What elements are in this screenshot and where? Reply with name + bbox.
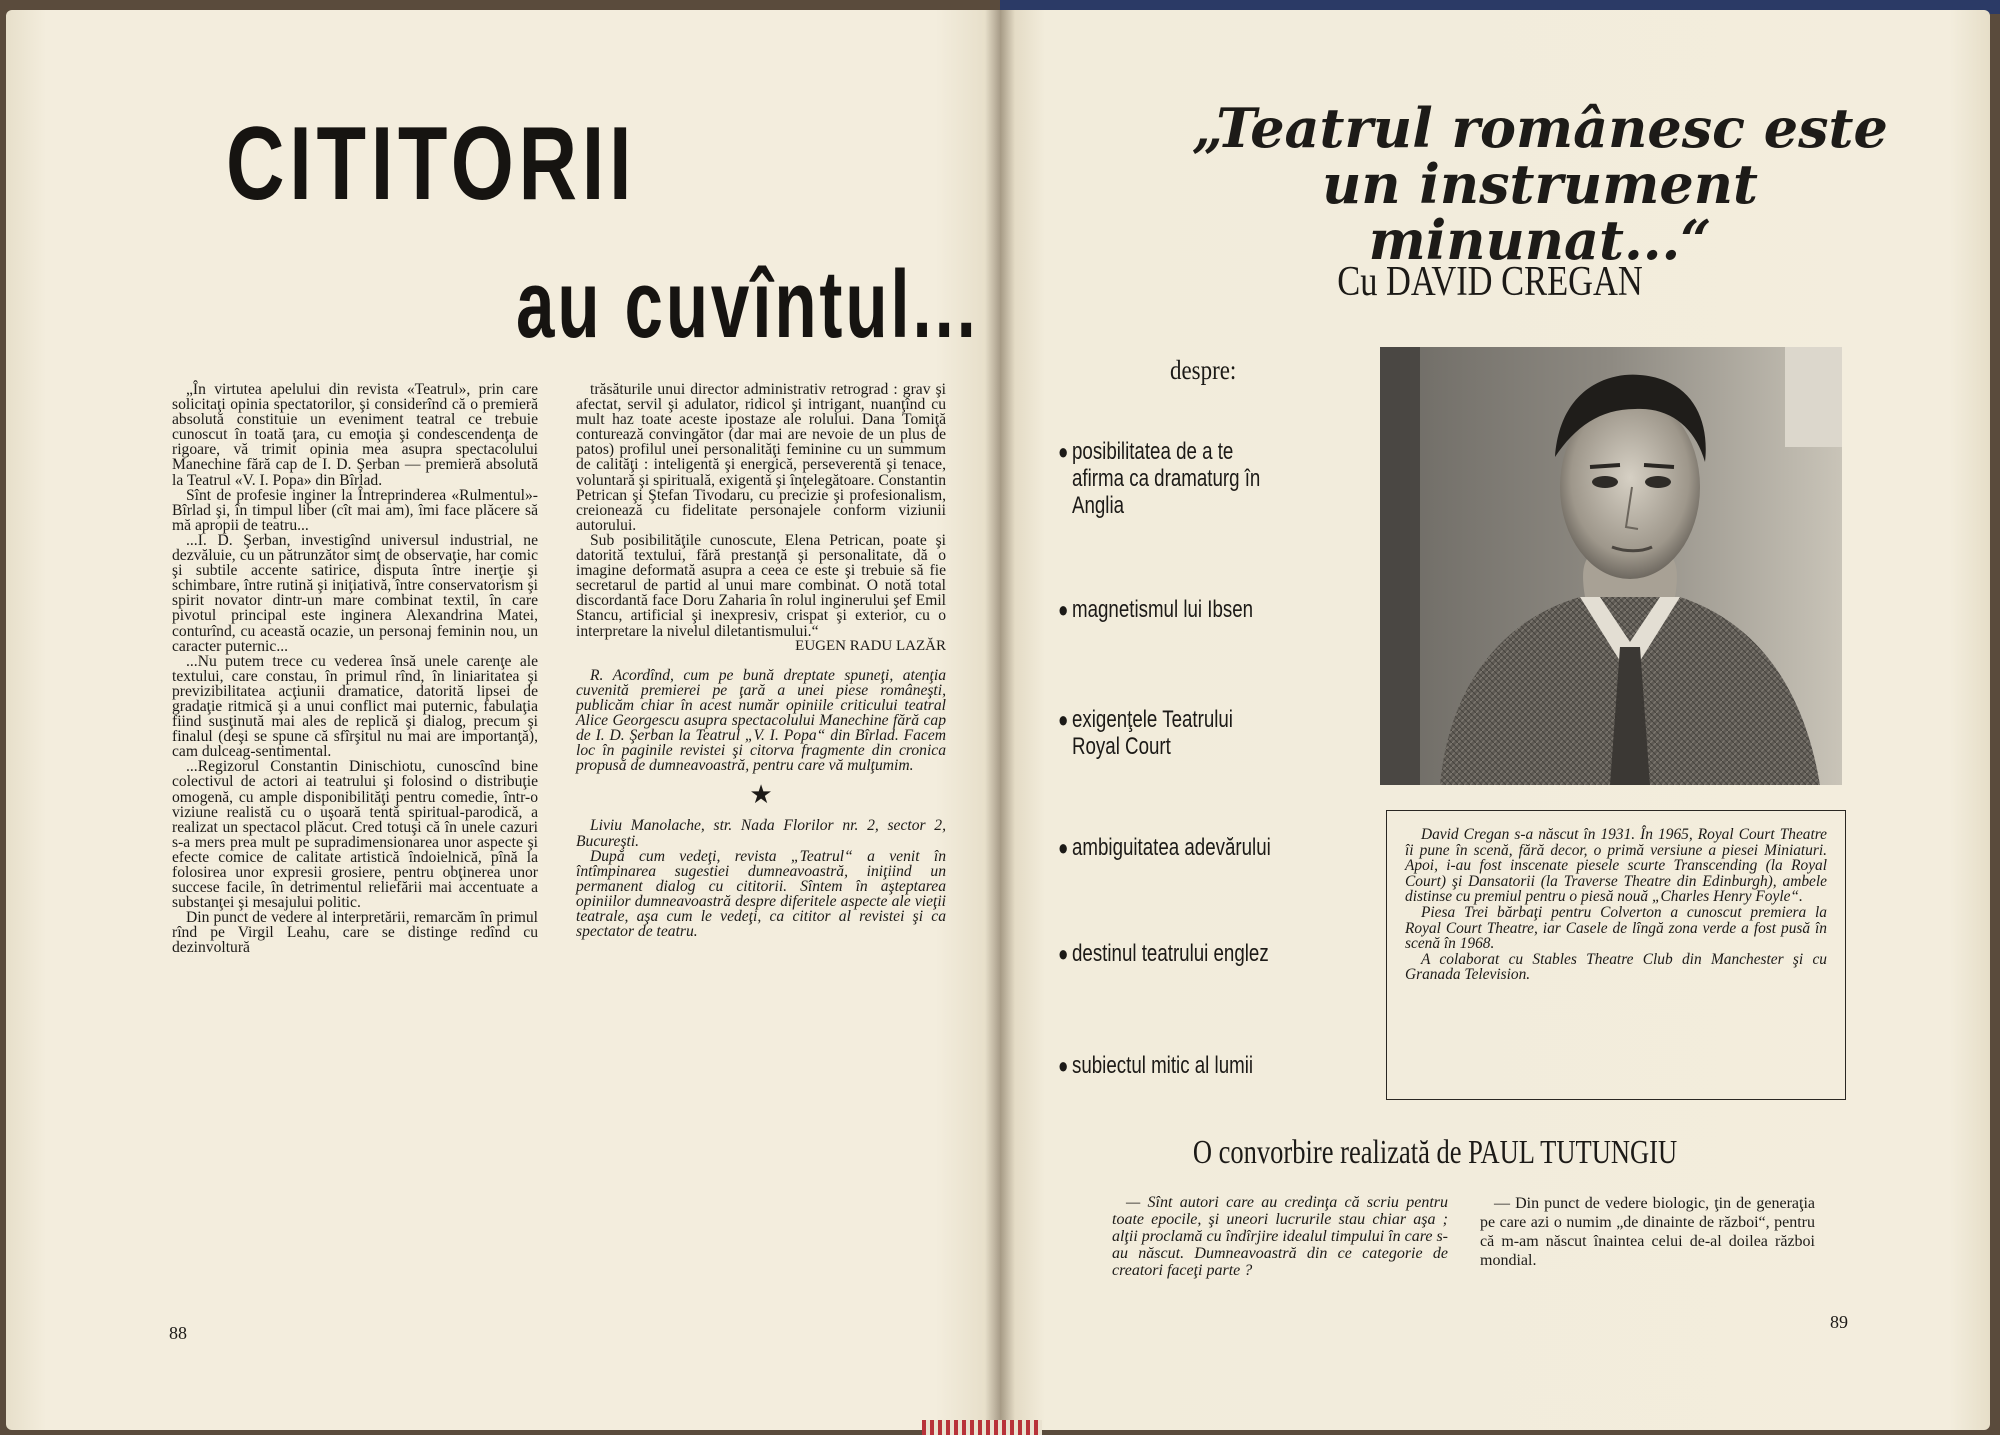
interview-question: — Sînt autori care au credinţa că scriu pentru toate epocile, şi uneori lucrurile stau chiar aşa ; alţii proclamă cu îndîrjire idealul timpului în care s-au născut. Dumneavoastră din ce categorie de creatori faceţi parte ? — [1112, 1194, 1448, 1279]
bullet-icon: ● — [1057, 707, 1069, 732]
biography-paragraph: Piesa Trei bărbaţi pentru Colverton a cunoscut premiera la Royal Court Theatre, iar Casele de lîngă zona verde a fost pusă în scenă în 1968. — [1405, 903, 1827, 953]
editor-reply: R. Acordînd, cum pe bună dreptate spuneţi, atenţia cuvenită premierei pe ţară a unei piese româneşti, publicăm chiar în acest număr opiniile criticului teatral Alice Georgescu asupra spectacolului Manechine fără cap de I. D. Şerban la Teatrul „V. I. Popa“ din Bîrlad. Facem loc în paginile revistei şi citorva fragmente din cronica propusă de dumneavoastră, pentru care vă mulţumim. — [576, 666, 946, 775]
bullet-icon: ● — [1057, 597, 1069, 622]
letter-signature: EUGEN RADU LAZĂR — [795, 637, 946, 654]
portrait-photo — [1380, 347, 1842, 785]
letter-paragraph: trăsăturile unui director administrativ retrograd : grav şi afectat, servil şi adulator, ridicol şi intrigant, nuanţînd cu mult haz toate aceste ipostaze ale rolului. Dana Tomiţă conturează convingător (dar mai are nevoie de un plus de patos) profilul unei personalităţi feminine cu un summum de calităţi : inteligentă şi energică, perseverentă şi tenace, voluntară şi spirituală, exigentă şi înţelegătoare. Constantin Petrican şi Ştefan Tivodaru, cu precizie şi profesionalism, creionează cu fidelitate personajele conform viziunii autorului. — [576, 381, 946, 534]
letter-paragraph: „În virtutea apelului din revista «Teatrul», prin care solicitaţi opinia spectatorilor, şi considerînd că o premieră absolută constituie un eveniment teatral ce trebuie cunoscut în toată ţara, cu emoţia şi condescendenţa de rigoare, vă trimit opinia mea asupra spectacolului Manechine fără cap de I. D. Şerban — premieră absolută la Teatrul «V. I. Popa» din Bîrlad. — [172, 381, 538, 489]
bookmark-ribbon — [922, 1420, 1042, 1435]
topic-item: ● exigenţele Teatrului Royal Court — [1057, 706, 1233, 760]
letter-paragraph: ...Nu putem trece cu vederea însă unele carenţe ale textului, care constau, în primul rînd, în liniaritatea şi previzibilitatea acţiunii dramatice, datorită lipsei de gradaţie ritmică şi a unui conflict mai puternic, fabulaţia fiind susţinută mai ales de replică şi dialog, precum şi finalul (deşi se spune că sfîrşitul nu mai are importanţă), cam dulceag-sentimental. — [172, 652, 538, 761]
book-gutter — [985, 10, 1015, 1430]
interview-answer: — Din punct de vedere biologic, ţin de generaţia pe care azi o numim „de dinainte de război“, pentru că m-am născut înaintea celui de-al doilea război mondial. — [1480, 1195, 1815, 1269]
page-number-right: 89 — [1830, 1312, 1848, 1332]
bullet-icon: ● — [1057, 439, 1069, 464]
editor-reply-2: După cum vedeţi, revista „Teatrul“ a venit în întîmpinarea sugestiei dumneavoastră, iniţiind un permanent dialog cu cititorii. Sîntem în aşteptarea opiniilor dumneavoastră despre diferitele aspecte ale vieţii teatrale, aşa cum le vedeţi, ca cititor al revistei şi ca spectator de teatru. — [576, 847, 946, 941]
interview-title-line1: „Teatrul românesc este — [1192, 96, 1888, 160]
page-number-left: 88 — [169, 1323, 187, 1343]
interviewee-line: Cu DAVID CREGAN — [1337, 259, 1643, 305]
topic-item: ● posibilitatea de a te afirma ca dramaturg în Anglia — [1057, 438, 1261, 519]
biography-paragraph: David Cregan s-a născut în 1931. În 1965, Royal Court Theatre îi pune în scenă, fără decor, o primă versiune a piesei Miniaturi. Apoi, i-au fost inscenate piesele scurte Transcending (la Royal Court) şi Dansatorii (la Traverse Theatre din Edinburgh), ambele distinse cu premiul pentru o piesă nouă „Charles Henry Foyle“. — [1405, 826, 1827, 906]
section-title-line2: au cuvîntul... — [516, 251, 979, 358]
letter-paragraph: ...Regizorul Constantin Dinischiotu, cunoscînd bine colectivul de actori ai teatrului şi folosind o distribuţie omogenă, cu ample disponibilităţi pentru comedie, într-o viziune realistă cu o uşoară tentă spiritual-parodică, a realizat un spectacol plăcut. Cred totuşi că în unele cazuri s-a mers prea mult pe supradimensionarea unor aspecte şi efecte comice de calitate artistică îndoielnică, pînă la folosirea unor expresii grosiere, pentru obţinerea unor succese facile, în detrimentul reliefării mai accentuate a substanţei şi mesajului politic. — [172, 758, 538, 912]
portrait-photo-image — [1380, 347, 1842, 785]
topics-heading: despre: — [1170, 355, 1237, 385]
interview-title — [1180, 96, 1900, 272]
interview-credit: O convorbire realizată de PAUL TUTUNGIU — [1192, 1134, 1678, 1171]
left-page — [6, 10, 1006, 1430]
topic-item: ● magnetismul lui Ibsen — [1057, 596, 1254, 623]
topic-item: ● ambiguitatea adevărului — [1057, 834, 1271, 861]
letter-paragraph: Sub posibilităţile cunoscute, Elena Petrican, poate şi datorită textului, fără prestanţă şi personalitate, dă o imagine deformată asupra a ceea ce este şi trebuie să fie secretarul de partid al unui mare combinat. O notă total discordantă face Doru Zaharia în rolul inginerului şef Emil Stancu, artificial şi inexpresiv, crispat şi exterior, cu o interpretare la nivelul diletantismului.“ — [576, 531, 946, 640]
reader-address: Liviu Manolache, str. Nada Florilor nr. 2, sector 2, Bucureşti. — [576, 817, 946, 850]
biography-box — [1386, 810, 1846, 1100]
bullet-icon: ● — [1057, 835, 1069, 860]
section-title-line1: CITITORII — [226, 106, 637, 222]
star-separator-icon: ★ — [749, 780, 773, 810]
letter-paragraph: ...I. D. Şerban, investigînd universul industrial, ne dezvăluie, cu un pătrunzător simţ de observaţie, har comic şi subtile accente satirice, disputa între inerţie şi schimbare, între rutină şi iniţiativă, între conservatorism şi spirit novator dintr-un mare combinat textil, în care pivotul principal este inginera Alexandrina Matei, conturînd, cu această ocazie, un personaj feminin nou, un caracter puternic... — [172, 531, 538, 655]
bullet-icon: ● — [1057, 941, 1069, 966]
bullet-icon: ● — [1057, 1053, 1069, 1078]
letter-paragraph: Din punct de vedere al interpretării, remarcăm în primul rînd pe Virgil Leahu, care se distinge redînd cu dezinvoltură — [172, 909, 538, 957]
topic-item: ● destinul teatrului englez — [1057, 940, 1269, 967]
topic-item: ● subiectul mitic al lumii — [1057, 1052, 1254, 1079]
letter-column-1 — [172, 382, 538, 956]
right-page — [1000, 10, 1990, 1430]
letter-column-2 — [576, 382, 946, 939]
letter-paragraph: Sînt de profesie inginer la Întreprinderea «Rulmentul»-Bîrlad şi, în timpul liber (cît mai am), îmi face plăcere să mă apropii de teatru... — [172, 486, 538, 534]
biography-paragraph: A colaborat cu Stables Theatre Club din Manchester şi cu Granada Television. — [1405, 950, 1827, 984]
interview-title-line2: un instrument minunat...“ — [1322, 152, 1758, 272]
